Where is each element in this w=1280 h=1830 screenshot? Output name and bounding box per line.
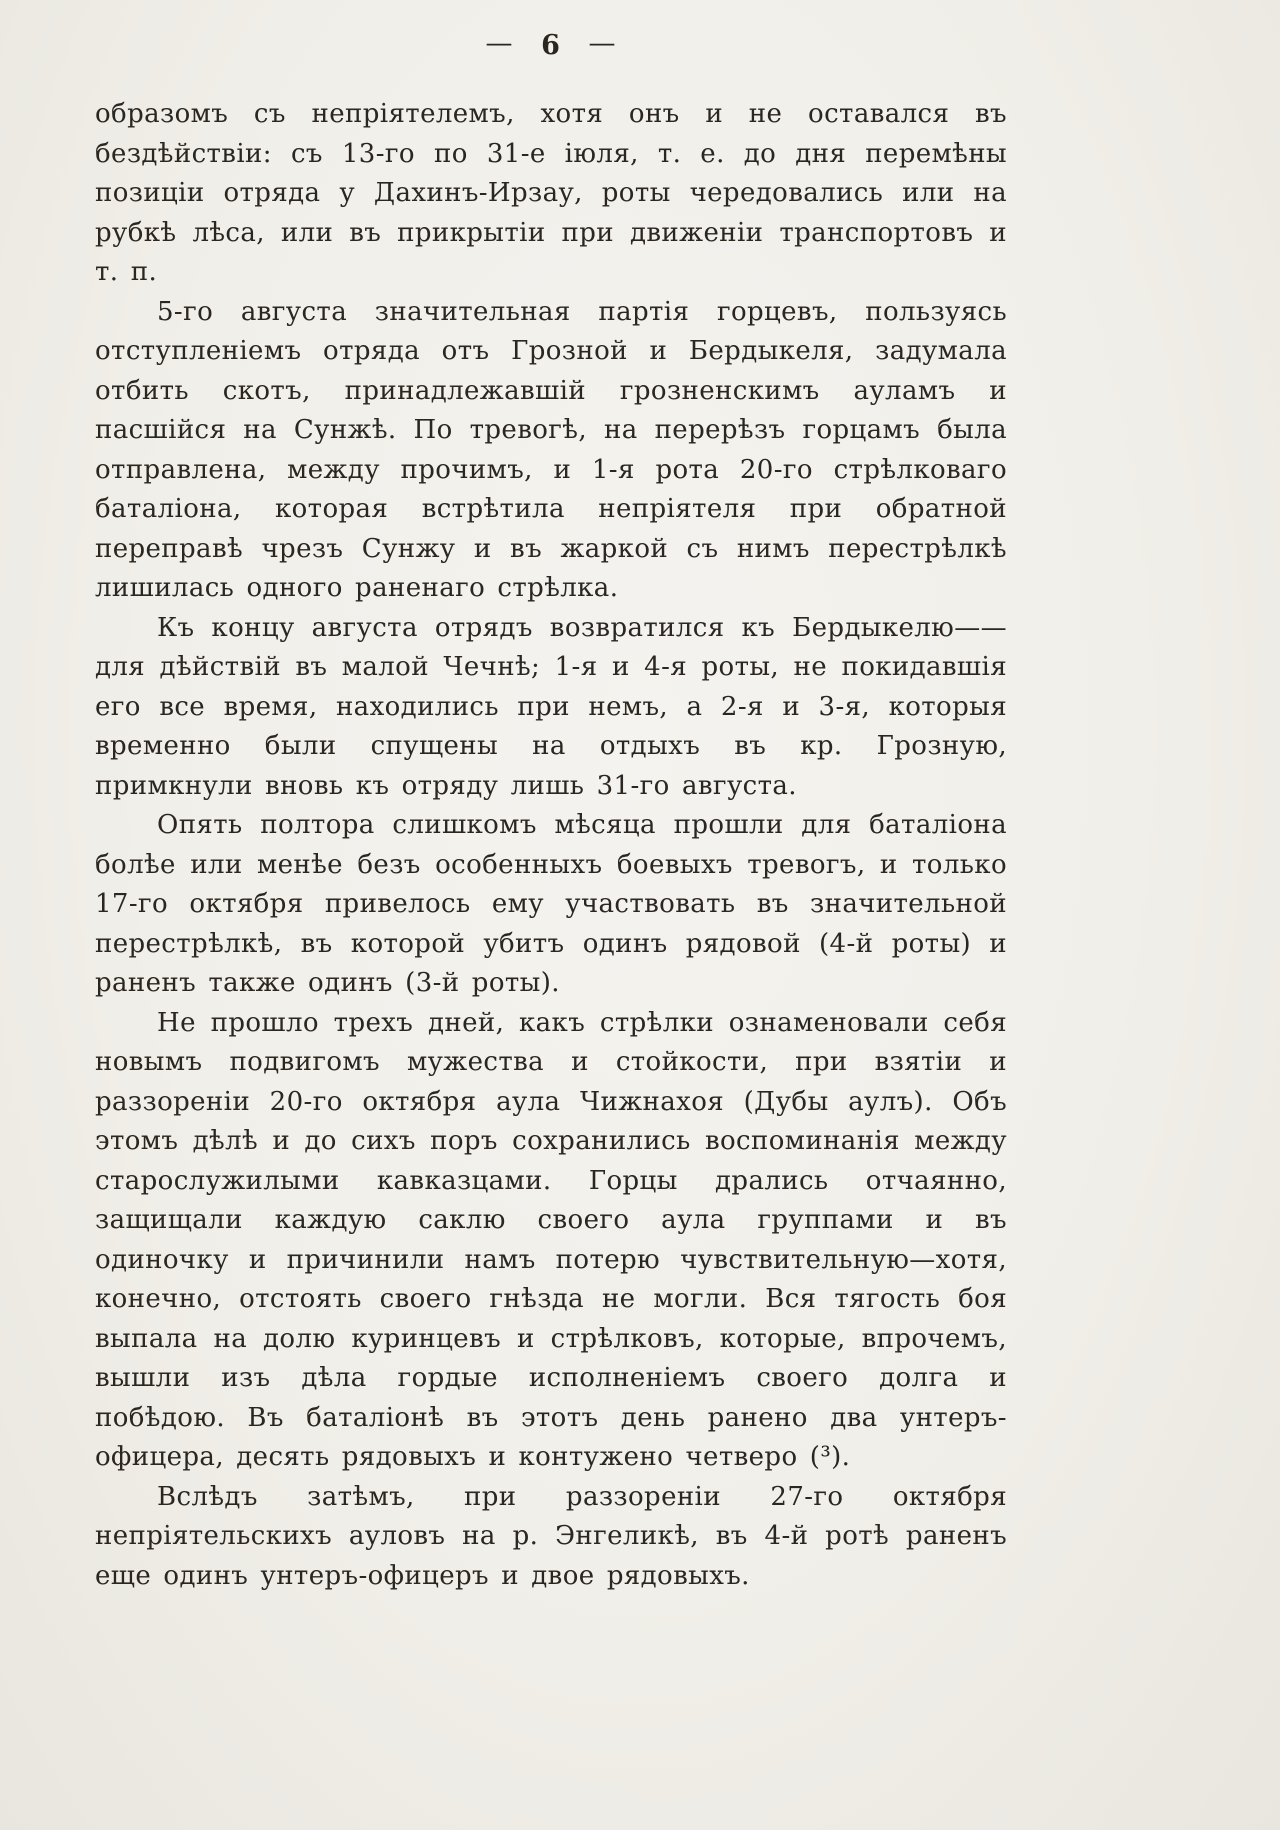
header-left-dash: —	[485, 28, 514, 59]
paragraph: Вслѣдъ затѣмъ, при раззореніи 27-го октября непріятельскихъ ауловъ на р. Энгеликѣ, въ 4-й ротѣ раненъ еще одинъ унтеръ-офицеръ и двое рядовыхъ.	[95, 1481, 1007, 1591]
paragraph: Къ концу августа отрядъ возвратился къ Бердыкелю——для дѣйствій въ малой Чечнѣ; 1-я и 4-я роты, не покидавшія его все время, находились при немъ, а 2-я и 3-я, которыя временно были спущены на отдыхъ въ кр. Грозную, примкнули вновь къ отряду лишь 31-го августа.	[95, 612, 1007, 801]
page-header	[95, 30, 1007, 61]
body-text	[95, 95, 1007, 1596]
page-number: 6	[541, 30, 561, 61]
paragraph: Опять полтора слишкомъ мѣсяца прошли для баталіона болѣе или менѣе безъ особенныхъ боевыхъ тревогъ, и только 17-го октября привелось ему участвовать въ значительной перестрѣлкѣ, въ которой убитъ одинъ рядовой (4-й роты) и раненъ также одинъ (3-й роты).	[95, 810, 1007, 998]
header-right-dash: —	[588, 28, 617, 59]
paragraph: 5-го августа значительная партія горцевъ, пользуясь отступленіемъ отряда отъ Грозной и Бердыкеля, задумала отбить скотъ, принадлежавшій грозненскимъ ауламъ и пасшійся на Сунжѣ. По тревогѣ, на перерѣзъ горцамъ была отправлена, между прочимъ, и 1-я рота 20-го стрѣлковаго баталіона, которая встрѣтила непріятеля при обратной переправѣ чрезъ Сунжу и въ жаркой съ нимъ перестрѣлкѣ лишилась одного раненаго стрѣлка.	[95, 296, 1007, 603]
paragraph: Не прошло трехъ дней, какъ стрѣлки ознаменовали себя новымъ подвигомъ мужества и стойкости, при взятіи и раззореніи 20-го октября аула Чижнахоя (Дубы аулъ). Объ этомъ дѣлѣ и до сихъ поръ сохранились воспоминанія между старослужилыми кавказцами. Горцы дрались отчаянно, защищали каждую саклю своего аула группами и въ одиночку и причинили намъ потерю чувствительную—хотя, конечно, отстоять своего гнѣзда не могли. Вся тягость боя выпала на долю куринцевъ и стрѣлковъ, которые, впрочемъ, вышли изъ дѣла гордые исполненіемъ своего долга и побѣдою. Въ баталіонѣ въ этотъ день ранено два унтеръ-офицера, десять рядовыхъ и контужено четверо (³).	[95, 1007, 1007, 1472]
paragraph: образомъ съ непріятелемъ, хотя онъ и не оставался въ бездѣйствіи: съ 13-го по 31-е іюля, т. е. до дня перемѣны позиціи отряда у Дахинъ-Ирзау, роты чередовались или на рубкѣ лѣса, или въ прикрытіи при движеніи транспортовъ и т. п.	[95, 99, 1007, 287]
